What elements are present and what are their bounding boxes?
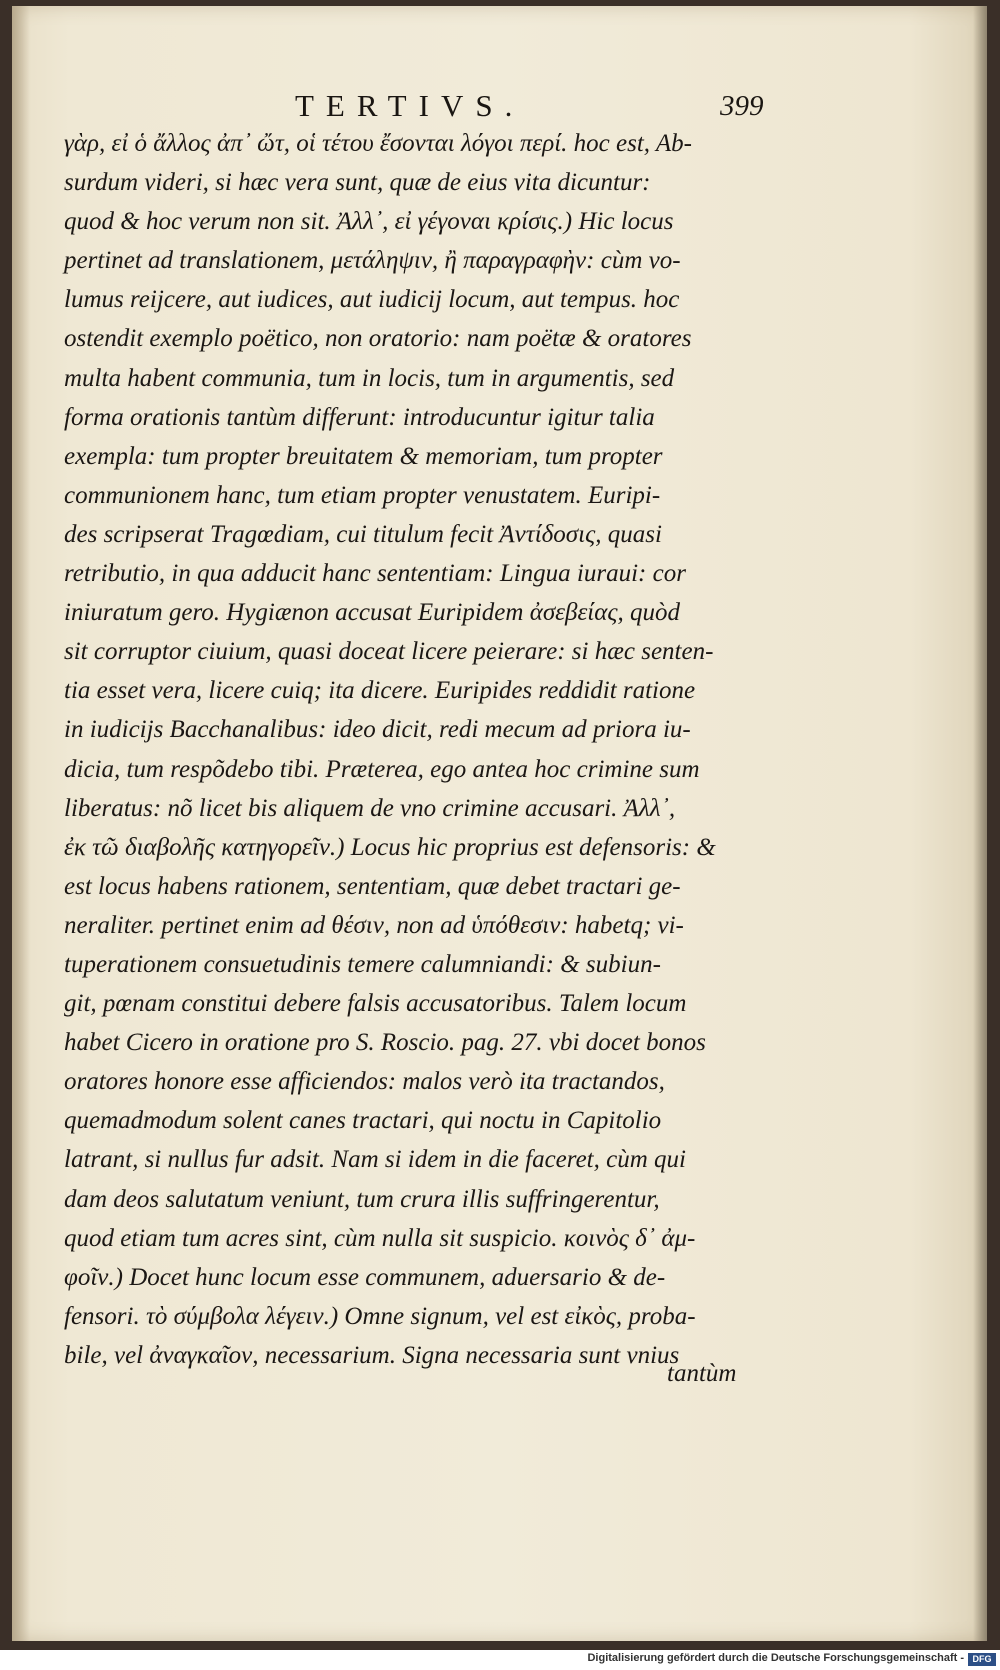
- text-line: liberatus: nõ licet bis aliquem de vno crimine accusari. Ἀλλ᾽,: [64, 794, 676, 822]
- text-line: habet Cicero in oratione pro S. Roscio. pag. 27. vbi docet bonos: [64, 1029, 706, 1057]
- running-head: TERTIVS.: [295, 88, 525, 123]
- text-line: dam deos salutatum veniunt, tum crura illis suffringerentur,: [64, 1185, 660, 1213]
- page-number: 399: [720, 90, 764, 122]
- dfg-logo: DFG: [968, 1653, 996, 1666]
- text-line: fensori. τὸ σύμβολα λέγειν.) Omne signum, vel est εἰκὸς, proba-: [64, 1302, 696, 1330]
- text-line: sit corruptor ciuium, quasi doceat licere peierare: si hæc senten-: [64, 638, 714, 666]
- text-line: surdum videri, si hæc vera sunt, quæ de eius vita dicuntur:: [64, 169, 651, 197]
- book-page: [12, 6, 987, 1641]
- text-line: lumus reijcere, aut iudices, aut iudicij locum, aut tempus. hoc: [64, 286, 680, 314]
- text-line: forma orationis tantùm differunt: introducuntur igitur talia: [64, 403, 655, 431]
- text-line: tuperationem consuetudinis temere calumniandi: & subiun-: [64, 950, 661, 978]
- text-line: retributio, in qua adducit hanc sententiam: Lingua iuraui: cor: [64, 560, 686, 588]
- text-line: des scripserat Tragœdiam, cui titulum fecit Ἀντίδοσις, quasi: [64, 520, 662, 548]
- text-line: tia esset vera, licere cuiq; ita dicere. Euripides reddidit ratione: [64, 677, 696, 705]
- text-line: git, pœnam constitui debere falsis accusatoribus. Talem locum: [64, 990, 687, 1018]
- text-line: in iudicijs Bacchanalibus: ideo dicit, redi mecum ad priora iu-: [64, 716, 691, 744]
- text-line: quod & hoc verum non sit. Ἀλλ᾽, εἰ γέγοναι κρίσις.) Hic locus: [64, 208, 674, 236]
- text-line: dicia, tum respõdebo tibi. Præterea, ego antea hoc crimine sum: [64, 755, 700, 783]
- text-line: γὰρ, εἰ ὁ ἄλλος ἀπ᾽ ὤτ, οἱ τέτου ἔσονται λόγοι περί. hoc est, Ab-: [64, 130, 692, 157]
- text-line: neraliter. pertinet enim ad θέσιν, non ad ὑπόθεσιν: habetq; vi-: [64, 911, 684, 939]
- page-gutter: [12, 6, 30, 1641]
- funding-credit: Digitalisierung gefördert durch die Deutsche Forschungsgemeinschaft -: [587, 1652, 964, 1664]
- catchword: tantùm: [667, 1360, 737, 1387]
- text-line: ostendit exemplo poëtico, non oratorio: nam poëtæ & oratores: [64, 325, 692, 353]
- text-line: oratores honore esse afficiendos: malos verò ita tractandos,: [64, 1068, 665, 1096]
- text-line: latrant, si nullus fur adsit. Nam si idem in die faceret, cùm qui: [64, 1146, 686, 1174]
- text-line: multa habent communia, tum in locis, tum in argumentis, sed: [64, 364, 675, 392]
- text-line: pertinet ad translationem, μετάληψιν, ἢ παραγραφὴν: cùm vo-: [64, 247, 681, 275]
- text-line: ἐκ τῶ διαβολῆς κατηγορεῖν.) Locus hic proprius est defensoris: &: [64, 833, 716, 861]
- text-line: quemadmodum solent canes tractari, qui noctu in Capitolio: [64, 1107, 662, 1135]
- page-body-text: [64, 124, 804, 1375]
- text-line: iniuratum gero. Hygiænon accusat Euripidem ἀσεβείας, quòd: [64, 599, 681, 627]
- text-line: φοῖν.) Docet hunc locum esse communem, aduersario & de-: [64, 1263, 666, 1291]
- text-line: quod etiam tum acres sint, cùm nulla sit suspicio. κοινὸς δ᾽ ἀμ-: [64, 1224, 696, 1252]
- text-line: bile, vel ἀναγκαῖον, necessarium. Signa necessaria sunt vnius: [64, 1341, 680, 1369]
- text-line: est locus habens rationem, sententiam, quæ debet tractari ge-: [64, 872, 681, 900]
- footer-bar: [0, 1650, 1000, 1670]
- page-header: [12, 88, 987, 128]
- text-line: exempla: tum propter breuitatem & memoriam, tum propter: [64, 442, 663, 470]
- text-line: communionem hanc, tum etiam propter venustatem. Euripi-: [64, 481, 661, 509]
- page-edge: [973, 6, 987, 1641]
